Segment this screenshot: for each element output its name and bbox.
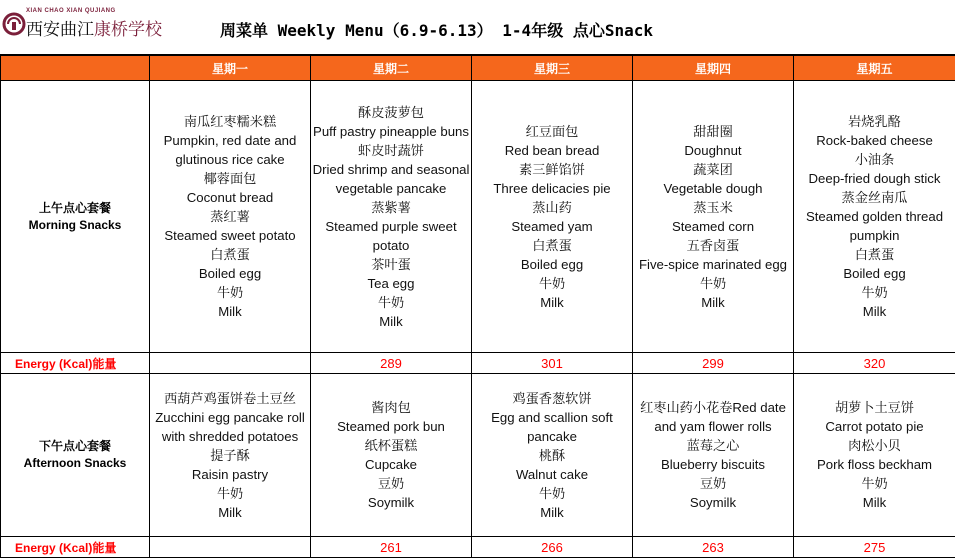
menu-item-line: 岩烧乳酪 (794, 112, 955, 131)
day-header-friday: 星期五 (794, 56, 955, 81)
menu-item-line: 牛奶 (150, 283, 310, 302)
energy-value: 275 (794, 537, 955, 558)
menu-item-line: Milk (472, 293, 632, 312)
menu-cell (472, 374, 633, 537)
menu-item-line: 牛奶 (150, 484, 310, 503)
corner-cell (1, 56, 150, 81)
menu-item-line: Steamed purple sweet potato (311, 217, 471, 255)
menu-item-line: 蔬菜团 (633, 160, 793, 179)
day-header-row (1, 56, 955, 81)
menu-item-line: 桃酥 (472, 446, 632, 465)
menu-item-line: 豆奶 (311, 474, 471, 493)
menu-cell (311, 81, 472, 353)
menu-item-line: Milk (633, 293, 793, 312)
menu-item-line: 西葫芦鸡蛋饼卷土豆丝 (150, 389, 310, 408)
energy-value: 299 (633, 353, 794, 374)
menu-item-line: 小油条 (794, 150, 955, 169)
menu-item-line: 椰蓉面包 (150, 169, 310, 188)
menu-item-line: 提子酥 (150, 446, 310, 465)
logo-cn-part-b: 康桥学校 (94, 20, 162, 40)
menu-item-line: Red bean bread (472, 141, 632, 160)
energy-value: 261 (311, 537, 472, 558)
menu-item-line: Coconut bread (150, 188, 310, 207)
menu-item-line: Egg and scallion soft pancake (472, 408, 632, 446)
menu-item-line: Blueberry biscuits (633, 455, 793, 474)
menu-item-line: Steamed pork bun (311, 417, 471, 436)
menu-item-line: 蒸金丝南瓜 (794, 188, 955, 207)
school-logo (0, 6, 175, 46)
day-header-tuesday: 星期二 (311, 56, 472, 81)
day-header-thursday: 星期四 (633, 56, 794, 81)
menu-item-line: 白煮蛋 (472, 236, 632, 255)
menu-item-line: 肉松小贝 (794, 436, 955, 455)
menu-cell (472, 81, 633, 353)
menu-item-line: 酥皮菠萝包 (311, 103, 471, 122)
menu-item-line: Milk (794, 493, 955, 512)
menu-item-line: 牛奶 (472, 274, 632, 293)
menu-item-line: Three delicacies pie (472, 179, 632, 198)
menu-table (0, 55, 955, 558)
menu-item-line: 茶叶蛋 (311, 255, 471, 274)
meal-label-morning (1, 81, 150, 353)
menu-item-line: 纸杯蛋糕 (311, 436, 471, 455)
menu-item-line: 蒸紫薯 (311, 198, 471, 217)
menu-item-line: Tea egg (311, 274, 471, 293)
menu-item-line: Soymilk (633, 493, 793, 512)
logo-english-text: XIAN CHAO XIAN QUJIANG (26, 8, 116, 14)
energy-value: 289 (311, 353, 472, 374)
menu-item-line: Steamed sweet potato (150, 226, 310, 245)
menu-item-line: 胡萝卜土豆饼 (794, 398, 955, 417)
menu-item-line: Soymilk (311, 493, 471, 512)
menu-item-line: Deep-fried dough stick (794, 169, 955, 188)
menu-item-line: Milk (794, 302, 955, 321)
menu-item-line: Raisin pastry (150, 465, 310, 484)
menu-item-line: 牛奶 (472, 484, 632, 503)
menu-item-line: Milk (472, 503, 632, 522)
menu-item-line: 鸡蛋香葱软饼 (472, 389, 632, 408)
menu-item-line: 蒸玉米 (633, 198, 793, 217)
page-title: 周菜单 Weekly Menu（6.9-6.13） 1-4年级 点心Snack (220, 18, 653, 41)
menu-item-line: Vegetable dough (633, 179, 793, 198)
menu-item-line: 豆奶 (633, 474, 793, 493)
menu-item-line: Doughnut (633, 141, 793, 160)
menu-item-line: 白煮蛋 (794, 245, 955, 264)
logo-chinese-text (26, 15, 162, 40)
menu-item-line: Milk (150, 503, 310, 522)
menu-item-line: 蒸山药 (472, 198, 632, 217)
day-header-wednesday: 星期三 (472, 56, 633, 81)
header (0, 0, 955, 55)
morning-snacks-row (1, 81, 955, 353)
menu-item-line: Boiled egg (794, 264, 955, 283)
energy-label: Energy (Kcal)能量 (1, 353, 150, 374)
menu-item-line: 红枣山药小花卷Red date and yam flower rolls (633, 398, 793, 436)
menu-item-line: Carrot potato pie (794, 417, 955, 436)
menu-item-line: Puff pastry pineapple buns (311, 122, 471, 141)
logo-cn-part-a: 西安曲江 (26, 20, 94, 40)
menu-cell (633, 374, 794, 537)
energy-value: 301 (472, 353, 633, 374)
day-header-monday: 星期一 (150, 56, 311, 81)
energy-value (150, 537, 311, 558)
menu-item-line: Steamed yam (472, 217, 632, 236)
afternoon-snacks-row (1, 374, 955, 537)
meal-label-afternoon (1, 374, 150, 537)
school-emblem-icon (2, 10, 28, 36)
menu-item-line: Milk (311, 312, 471, 331)
menu-item-line: 南瓜红枣糯米糕 (150, 112, 310, 131)
menu-item-line: 牛奶 (311, 293, 471, 312)
menu-item-line: Rock-baked cheese (794, 131, 955, 150)
menu-cell (311, 374, 472, 537)
meal-label-cn: 上午点心套餐 (1, 200, 149, 217)
menu-item-line: 蓝莓之心 (633, 436, 793, 455)
menu-item-line: Five-spice marinated egg (633, 255, 793, 274)
energy-value: 320 (794, 353, 955, 374)
menu-item-line: Walnut cake (472, 465, 632, 484)
energy-row-morning (1, 353, 955, 374)
energy-value (150, 353, 311, 374)
menu-item-line: 酱肉包 (311, 398, 471, 417)
menu-item-line: Pumpkin, red date and glutinous rice cake (150, 131, 310, 169)
menu-item-line: 甜甜圈 (633, 122, 793, 141)
meal-label-en: Afternoon Snacks (1, 455, 149, 472)
menu-cell (150, 81, 311, 353)
menu-cell (633, 81, 794, 353)
menu-item-line: 牛奶 (794, 283, 955, 302)
menu-item-line: Steamed corn (633, 217, 793, 236)
menu-cell (794, 374, 955, 537)
menu-item-line: 白煮蛋 (150, 245, 310, 264)
menu-item-line: Boiled egg (472, 255, 632, 274)
menu-item-line: 五香卤蛋 (633, 236, 793, 255)
meal-label-en: Morning Snacks (1, 217, 149, 234)
menu-item-line: Steamed golden thread pumpkin (794, 207, 955, 245)
energy-value: 266 (472, 537, 633, 558)
menu-item-line: 牛奶 (633, 274, 793, 293)
menu-item-line: Cupcake (311, 455, 471, 474)
menu-cell (150, 374, 311, 537)
menu-item-line: Pork floss beckham (794, 455, 955, 474)
menu-item-line: Milk (150, 302, 310, 321)
energy-label: Energy (Kcal)能量 (1, 537, 150, 558)
menu-item-line: 蒸红薯 (150, 207, 310, 226)
menu-item-line: Dried shrimp and seasonal vegetable pancake (311, 160, 471, 198)
menu-item-line: 虾皮时蔬饼 (311, 141, 471, 160)
menu-item-line: 红豆面包 (472, 122, 632, 141)
energy-row-afternoon (1, 537, 955, 558)
menu-item-line: Boiled egg (150, 264, 310, 283)
menu-cell (794, 81, 955, 353)
menu-item-line: 牛奶 (794, 474, 955, 493)
menu-item-line: 素三鲜馅饼 (472, 160, 632, 179)
energy-value: 263 (633, 537, 794, 558)
menu-item-line: Zucchini egg pancake roll with shredded potatoes (150, 408, 310, 446)
meal-label-cn: 下午点心套餐 (1, 438, 149, 455)
